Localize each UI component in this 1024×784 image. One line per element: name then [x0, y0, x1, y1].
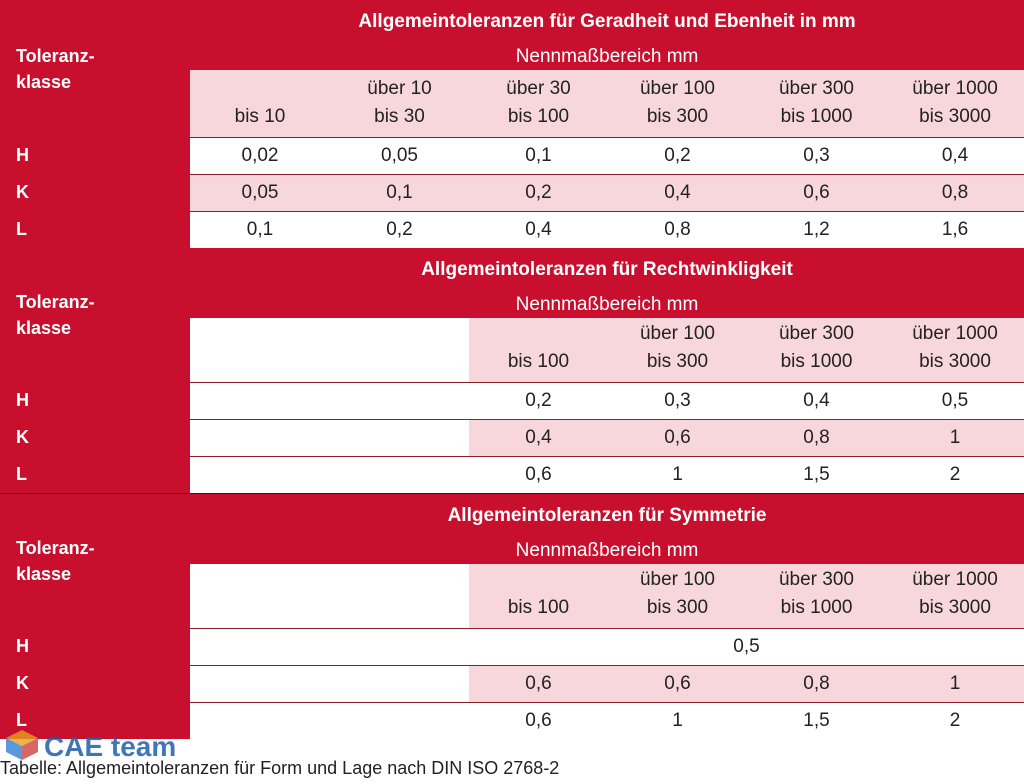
table-cell: 0,8 [747, 665, 886, 702]
table-title: Allgemeintoleranzen für Rechtwinkligkeit [190, 248, 1024, 292]
column-header: über 1000 bis 3000 [886, 70, 1024, 137]
table-cell: 0,05 [190, 174, 330, 211]
table-cell: 1,5 [747, 702, 886, 739]
column-header: über 100 bis 300 [608, 564, 747, 628]
column-header: über 1000 bis 3000 [886, 564, 1024, 628]
toleranzklasse-line2: klasse [16, 564, 72, 584]
table-cell: 0,8 [608, 211, 747, 248]
table-cell: 0,4 [747, 382, 886, 419]
table-subtitle: Nennmaßbereich mm [190, 44, 1024, 70]
table-cell: 0,6 [469, 702, 608, 739]
column-header: bis 100 [469, 564, 608, 628]
column-header: über 300 bis 1000 [747, 564, 886, 628]
table-cell: 0,2 [608, 137, 747, 174]
table-row [0, 628, 1024, 665]
empty-cell [190, 382, 469, 419]
row-label-k: K [0, 419, 190, 456]
table-row [0, 137, 1024, 174]
table-cell: 0,2 [330, 211, 469, 248]
table-cell: 0,3 [747, 137, 886, 174]
table-rechtwinkligkeit [0, 248, 1024, 494]
table-cell: 0,2 [469, 174, 608, 211]
table-cell: 0,05 [330, 137, 469, 174]
table-cell: 0,1 [469, 137, 608, 174]
table-row [0, 382, 1024, 419]
table-cell: 0,8 [886, 174, 1024, 211]
table-cell: 0,4 [469, 211, 608, 248]
row-label-h: H [0, 137, 190, 174]
toleranzklasse-line2: klasse [16, 71, 72, 92]
table-row [0, 174, 1024, 211]
table-cell: 1,5 [747, 456, 886, 493]
table-cell: 2 [886, 456, 1024, 493]
table-cell: 0,4 [886, 137, 1024, 174]
toleranzklasse-line1: Toleranz- [16, 45, 95, 66]
table-cell: 0,6 [608, 419, 747, 456]
table-symmetrie [0, 494, 1024, 739]
empty-cell [190, 628, 469, 665]
table-cell: 1 [886, 419, 1024, 456]
row-label-h: H [0, 382, 190, 419]
table-row [0, 456, 1024, 493]
toleranzklasse-header [0, 248, 190, 382]
table-title: Allgemeintoleranzen für Symmetrie [190, 494, 1024, 538]
empty-cell [190, 419, 469, 456]
toleranzklasse-line1: Toleranz- [16, 538, 95, 558]
watermark-text: CAE team [44, 731, 177, 762]
toleranzklasse-line1: Toleranz- [16, 292, 95, 312]
column-header: über 30 bis 100 [469, 70, 608, 137]
empty-header-area [190, 564, 469, 628]
empty-cell [190, 456, 469, 493]
column-header: bis 10 [190, 70, 330, 137]
column-header: über 300 bis 1000 [747, 318, 886, 382]
table-cell: 0,6 [608, 665, 747, 702]
empty-header-area [190, 318, 469, 382]
table-cell: 0,6 [469, 456, 608, 493]
empty-cell [190, 702, 469, 739]
row-label-h: H [0, 628, 190, 665]
table-cell: 1 [608, 702, 747, 739]
table-cell: 1,2 [747, 211, 886, 248]
column-header: über 1000 bis 3000 [886, 318, 1024, 382]
table-title: Allgemeintoleranzen für Geradheit und Ebenheit in mm [190, 0, 1024, 44]
toleranzklasse-line2: klasse [16, 318, 72, 338]
table-cell: 0,1 [330, 174, 469, 211]
table-cell: 0,8 [747, 419, 886, 456]
table-cell: 1 [886, 665, 1024, 702]
toleranzklasse-header [0, 0, 190, 137]
table-row [0, 665, 1024, 702]
table-geradheit-ebenheit [0, 0, 1024, 249]
table-row [0, 211, 1024, 248]
column-header: über 300 bis 1000 [747, 70, 886, 137]
table-cell: 0,6 [469, 665, 608, 702]
row-label-l: L [0, 211, 190, 248]
table-cell: 0,1 [190, 211, 330, 248]
table-subtitle: Nennmaßbereich mm [190, 538, 1024, 564]
table-cell: 0,6 [747, 174, 886, 211]
row-label-k: K [0, 665, 190, 702]
row-label-l: L [0, 456, 190, 493]
table-cell: 0,5 [886, 382, 1024, 419]
table-row [0, 419, 1024, 456]
column-header: über 100 bis 300 [608, 70, 747, 137]
column-header: über 10 bis 30 [330, 70, 469, 137]
table-cell: 2 [886, 702, 1024, 739]
row-label-l: L [0, 702, 190, 739]
table-cell: 0,4 [608, 174, 747, 211]
column-header: über 100 bis 300 [608, 318, 747, 382]
table-cell: 0,02 [190, 137, 330, 174]
table-cell: 0,4 [469, 419, 608, 456]
toleranzklasse-header [0, 494, 190, 628]
table-subtitle: Nennmaßbereich mm [190, 292, 1024, 318]
table-cell: 0,2 [469, 382, 608, 419]
column-header: bis 100 [469, 318, 608, 382]
table-cell: 0,3 [608, 382, 747, 419]
table-cell: 1,6 [886, 211, 1024, 248]
table-cell-merged: 0,5 [469, 628, 1024, 665]
row-label-k: K [0, 174, 190, 211]
table-cell: 1 [608, 456, 747, 493]
empty-cell [190, 665, 469, 702]
table-caption: Tabelle: Allgemeintoleranzen für Form und Lage nach DIN ISO 2768-2 [0, 758, 560, 778]
